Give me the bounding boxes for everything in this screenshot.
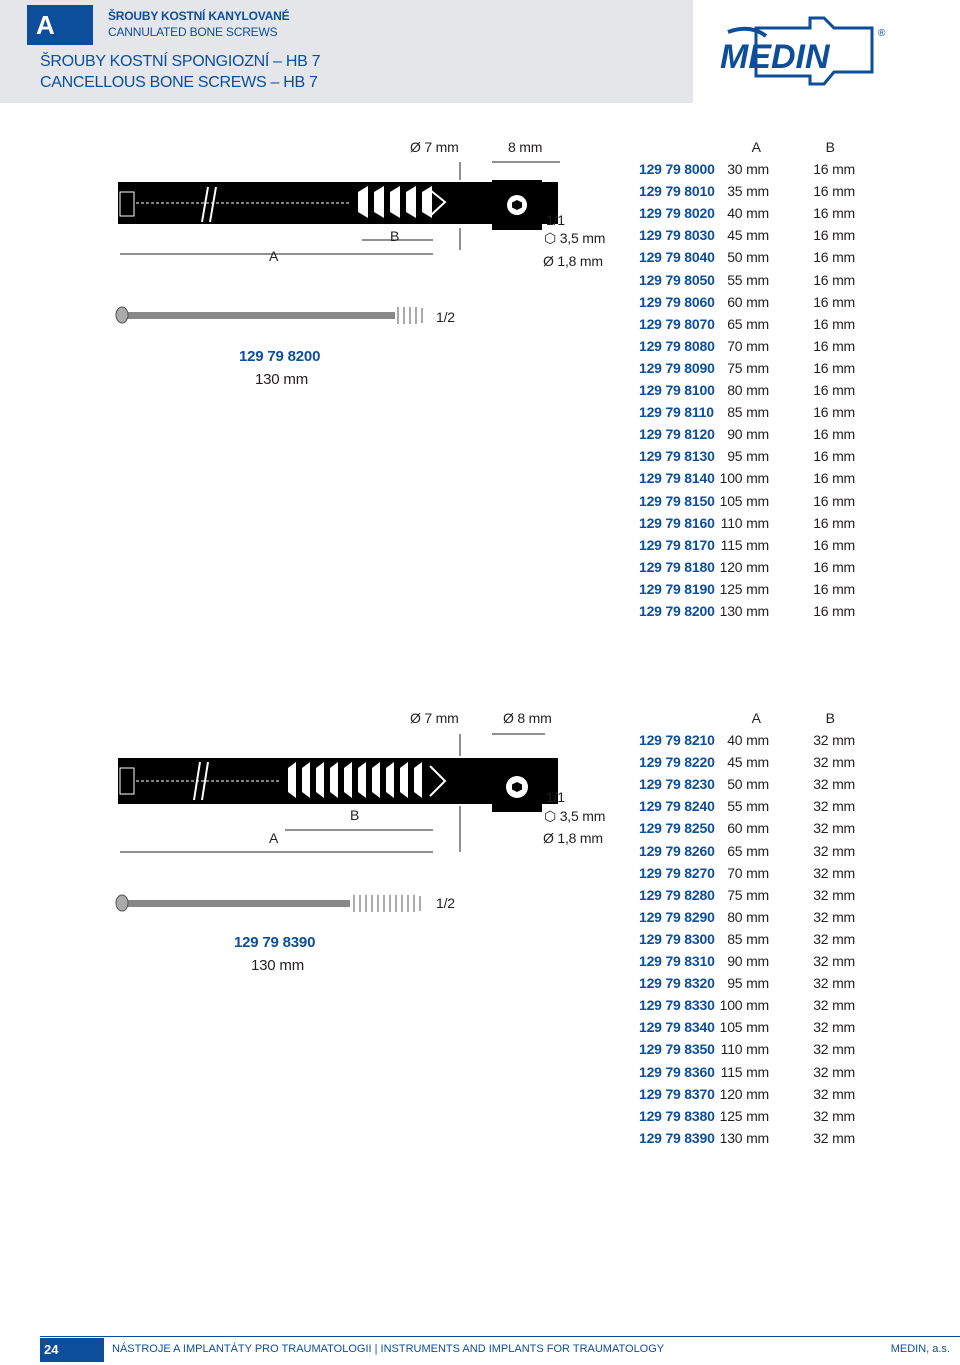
length-b-value: 16 mm xyxy=(813,514,855,531)
length-a-value: 105 mm xyxy=(719,1019,769,1036)
product-table-2 xyxy=(639,707,855,1149)
length-b-value: 16 mm xyxy=(813,183,855,200)
length-b-value: 32 mm xyxy=(813,886,855,903)
length-b-value: 32 mm xyxy=(813,930,855,947)
medin-logo xyxy=(706,14,898,94)
length-b-value: 32 mm xyxy=(813,864,855,881)
product-code: 129 79 8140 xyxy=(639,470,715,487)
product-code: 129 79 8070 xyxy=(639,315,715,332)
table-row xyxy=(639,224,855,246)
length-b-value: 32 mm xyxy=(813,820,855,837)
length-b-value: 16 mm xyxy=(813,315,855,332)
length-a-value: 55 mm xyxy=(727,798,769,815)
table-row xyxy=(639,928,855,950)
length-a-value: 70 mm xyxy=(727,864,769,881)
length-b-value: 32 mm xyxy=(813,1129,855,1146)
length-a-value: 80 mm xyxy=(727,908,769,925)
length-b-value: 16 mm xyxy=(813,558,855,575)
length-b-value: 16 mm xyxy=(813,426,855,443)
table-row xyxy=(639,773,855,795)
table-row xyxy=(639,313,855,335)
table-row xyxy=(639,534,855,556)
product-code: 129 79 8210 xyxy=(639,732,715,749)
length-b-value: 16 mm xyxy=(813,602,855,619)
hex-icon: ⬡ xyxy=(544,230,560,246)
product-code: 129 79 8380 xyxy=(639,1107,715,1124)
table-row xyxy=(639,556,855,578)
length-a-value: 95 mm xyxy=(727,975,769,992)
product-code: 129 79 8290 xyxy=(639,908,715,925)
length-b-value: 16 mm xyxy=(813,293,855,310)
table-row xyxy=(639,445,855,467)
length-b-value: 32 mm xyxy=(813,953,855,970)
table-row xyxy=(639,158,855,180)
length-a-value: 125 mm xyxy=(719,1107,769,1124)
footer-title: NÁSTROJE A IMPLANTÁTY PRO TRAUMATOLOGII | INSTRUMENTS AND IMPLANTS FOR TRAUMATOLOGY xyxy=(112,1343,665,1355)
length-a-value: 105 mm xyxy=(719,492,769,509)
length-a-value: 115 mm xyxy=(720,1063,769,1080)
hex-label: ⬡ 3,5 mm xyxy=(544,230,606,246)
table-row xyxy=(639,202,855,224)
page-title-en: CANCELLOUS BONE SCREWS – HB 7 xyxy=(40,74,318,91)
product-code: 129 79 8000 xyxy=(639,161,715,178)
product-code: 129 79 8390 xyxy=(639,1129,715,1146)
length-b-value: 32 mm xyxy=(813,1041,855,1058)
table-row xyxy=(639,467,855,489)
length-b-value: 16 mm xyxy=(813,536,855,553)
footer-company: MEDIN, a.s. xyxy=(890,1343,950,1355)
length-b-value: 16 mm xyxy=(813,580,855,597)
product-code: 129 79 8080 xyxy=(639,337,715,354)
length-a-value: 125 mm xyxy=(719,580,769,597)
length-a-value: 115 mm xyxy=(720,536,769,553)
pitch-label: 1/1 xyxy=(546,212,565,228)
product-code: 129 79 8180 xyxy=(639,558,715,575)
length-a-value: 55 mm xyxy=(727,271,769,288)
product-code: 129 79 8270 xyxy=(639,864,715,881)
length-b-value: 16 mm xyxy=(813,448,855,465)
product-code: 129 79 8160 xyxy=(639,514,715,531)
section-letter: A xyxy=(36,10,55,40)
product-code: 129 79 8200 xyxy=(639,602,715,619)
logo-text: MEDIN xyxy=(720,38,830,76)
head-width-label: 8 mm xyxy=(508,139,543,155)
product-code: 129 79 8350 xyxy=(639,1041,715,1058)
length-b-value: 16 mm xyxy=(813,470,855,487)
length-b-value: 32 mm xyxy=(813,1063,855,1080)
length-b-value: 16 mm xyxy=(813,404,855,421)
hex-icon: ⬡ xyxy=(544,808,560,824)
length-b-value: 16 mm xyxy=(813,492,855,509)
length-a-value: 120 mm xyxy=(719,558,769,575)
length-a-value: 50 mm xyxy=(727,249,769,266)
product-code: 129 79 8240 xyxy=(639,798,715,815)
table-row xyxy=(639,1061,855,1083)
length-a-value: 65 mm xyxy=(727,315,769,332)
table-row xyxy=(639,994,855,1016)
product-code: 129 79 8190 xyxy=(639,580,715,597)
category-title-en: CANNULATED BONE SCREWS xyxy=(108,25,278,39)
product-table-1 xyxy=(639,136,855,622)
scale-label: 1/2 xyxy=(436,309,455,325)
cannula-label: Ø 1,8 mm xyxy=(543,830,603,846)
length-b-label: B xyxy=(350,807,360,823)
table-row xyxy=(639,1105,855,1127)
length-b-value: 16 mm xyxy=(813,205,855,222)
product-code: 129 79 8090 xyxy=(639,359,715,376)
length-a-value: 130 mm xyxy=(719,1129,769,1146)
length-b-label: B xyxy=(390,228,400,244)
table-row xyxy=(639,423,855,445)
length-b-value: 16 mm xyxy=(813,161,855,178)
length-a-value: 70 mm xyxy=(727,337,769,354)
sample-length: 130 mm xyxy=(251,957,304,974)
length-b-value: 32 mm xyxy=(813,908,855,925)
table-row xyxy=(639,884,855,906)
length-b-value: 16 mm xyxy=(813,271,855,288)
diameter-label: Ø 7 mm xyxy=(410,139,459,155)
length-a-value: 110 mm xyxy=(720,1041,769,1058)
length-a-label: A xyxy=(269,248,279,264)
table-row xyxy=(639,600,855,622)
table-row xyxy=(639,269,855,291)
length-a-value: 60 mm xyxy=(727,820,769,837)
column-a-header: A xyxy=(751,139,761,155)
table-row xyxy=(639,379,855,401)
length-b-value: 32 mm xyxy=(813,754,855,771)
sample-code: 129 79 8390 xyxy=(234,934,316,951)
length-b-value: 16 mm xyxy=(813,382,855,399)
length-a-value: 100 mm xyxy=(719,470,769,487)
table-row xyxy=(639,972,855,994)
table-row xyxy=(639,795,855,817)
length-a-value: 40 mm xyxy=(727,205,769,222)
length-a-value: 90 mm xyxy=(727,426,769,443)
table-row xyxy=(639,751,855,773)
table-row xyxy=(639,490,855,512)
head-diameter-label: Ø 8 mm xyxy=(503,710,552,726)
length-b-value: 32 mm xyxy=(813,732,855,749)
length-b-value: 32 mm xyxy=(813,1019,855,1036)
length-b-value: 32 mm xyxy=(813,997,855,1014)
length-b-value: 32 mm xyxy=(813,798,855,815)
product-code: 129 79 8100 xyxy=(639,382,715,399)
product-code: 129 79 8300 xyxy=(639,930,715,947)
length-a-value: 120 mm xyxy=(719,1085,769,1102)
table-row xyxy=(639,1127,855,1149)
product-code: 129 79 8150 xyxy=(639,492,715,509)
length-a-value: 75 mm xyxy=(727,886,769,903)
table-row xyxy=(639,291,855,313)
length-b-value: 32 mm xyxy=(813,1085,855,1102)
product-code: 129 79 8030 xyxy=(639,227,715,244)
length-a-value: 75 mm xyxy=(727,359,769,376)
table-body xyxy=(639,158,855,622)
product-code: 129 79 8130 xyxy=(639,448,715,465)
length-b-value: 16 mm xyxy=(813,249,855,266)
sample-length: 130 mm xyxy=(255,371,308,388)
length-b-value: 16 mm xyxy=(813,337,855,354)
product-code: 129 79 8260 xyxy=(639,842,715,859)
product-code: 129 79 8110 xyxy=(639,404,714,421)
length-b-value: 32 mm xyxy=(813,776,855,793)
length-a-value: 60 mm xyxy=(727,293,769,310)
length-a-value: 45 mm xyxy=(727,227,769,244)
length-b-value: 16 mm xyxy=(813,227,855,244)
length-a-value: 30 mm xyxy=(727,161,769,178)
table-row xyxy=(639,862,855,884)
table-row xyxy=(639,817,855,839)
table-header xyxy=(639,136,855,158)
product-code: 129 79 8340 xyxy=(639,1019,715,1036)
length-a-value: 130 mm xyxy=(719,602,769,619)
hex-label: ⬡ 3,5 mm xyxy=(544,808,606,824)
page-number: 24 xyxy=(44,1342,59,1357)
length-b-value: 32 mm xyxy=(813,1107,855,1124)
product-code: 129 79 8280 xyxy=(639,886,715,903)
product-code: 129 79 8230 xyxy=(639,776,715,793)
screw-drawing-1 xyxy=(100,132,610,352)
scale-label: 1/2 xyxy=(436,895,455,911)
product-code: 129 79 8220 xyxy=(639,754,715,771)
table-row xyxy=(639,950,855,972)
length-a-label: A xyxy=(269,830,279,846)
diameter-label: Ø 7 mm xyxy=(410,710,459,726)
product-code: 129 79 8050 xyxy=(639,271,715,288)
table-row xyxy=(639,246,855,268)
product-code: 129 79 8170 xyxy=(639,536,715,553)
table-row xyxy=(639,729,855,751)
product-code: 129 79 8250 xyxy=(639,820,715,837)
table-row xyxy=(639,512,855,534)
product-code: 129 79 8010 xyxy=(639,183,715,200)
length-a-value: 35 mm xyxy=(727,183,769,200)
product-code: 129 79 8330 xyxy=(639,997,715,1014)
logo-trademark: ® xyxy=(878,28,886,39)
table-row xyxy=(639,335,855,357)
table-row xyxy=(639,1083,855,1105)
product-code: 129 79 8320 xyxy=(639,975,715,992)
length-a-value: 50 mm xyxy=(727,776,769,793)
category-title-cz: ŠROUBY KOSTNÍ KANYLOVANÉ xyxy=(108,9,290,23)
product-code: 129 79 8120 xyxy=(639,426,715,443)
length-a-value: 65 mm xyxy=(727,842,769,859)
length-a-value: 80 mm xyxy=(727,382,769,399)
length-b-value: 16 mm xyxy=(813,359,855,376)
table-row xyxy=(639,180,855,202)
length-a-value: 95 mm xyxy=(727,448,769,465)
cannula-label: Ø 1,8 mm xyxy=(543,253,603,269)
table-row xyxy=(639,401,855,423)
length-a-value: 45 mm xyxy=(727,754,769,771)
length-a-value: 90 mm xyxy=(727,953,769,970)
table-row xyxy=(639,840,855,862)
length-a-value: 100 mm xyxy=(719,997,769,1014)
footer-divider xyxy=(40,1336,960,1337)
product-code: 129 79 8360 xyxy=(639,1063,715,1080)
table-row xyxy=(639,1016,855,1038)
length-b-value: 32 mm xyxy=(813,975,855,992)
product-code: 129 79 8020 xyxy=(639,205,715,222)
sample-code: 129 79 8200 xyxy=(239,348,321,365)
table-header xyxy=(639,707,855,729)
product-code: 129 79 8370 xyxy=(639,1085,715,1102)
product-code: 129 79 8040 xyxy=(639,249,715,266)
length-b-value: 32 mm xyxy=(813,842,855,859)
pitch-label: 1/1 xyxy=(546,789,565,805)
length-a-value: 85 mm xyxy=(727,930,769,947)
table-body xyxy=(639,729,855,1149)
product-code: 129 79 8310 xyxy=(639,953,715,970)
table-row xyxy=(639,578,855,600)
table-row xyxy=(639,1038,855,1060)
column-b-header: B xyxy=(825,139,835,155)
page-title-cz: ŠROUBY KOSTNÍ SPONGIOZNÍ – HB 7 xyxy=(40,53,321,70)
column-b-header: B xyxy=(825,710,835,726)
length-a-value: 85 mm xyxy=(727,404,769,421)
product-code: 129 79 8060 xyxy=(639,293,715,310)
length-a-value: 40 mm xyxy=(727,732,769,749)
table-row xyxy=(639,906,855,928)
column-a-header: A xyxy=(751,710,761,726)
table-row xyxy=(639,357,855,379)
length-a-value: 110 mm xyxy=(720,514,769,531)
